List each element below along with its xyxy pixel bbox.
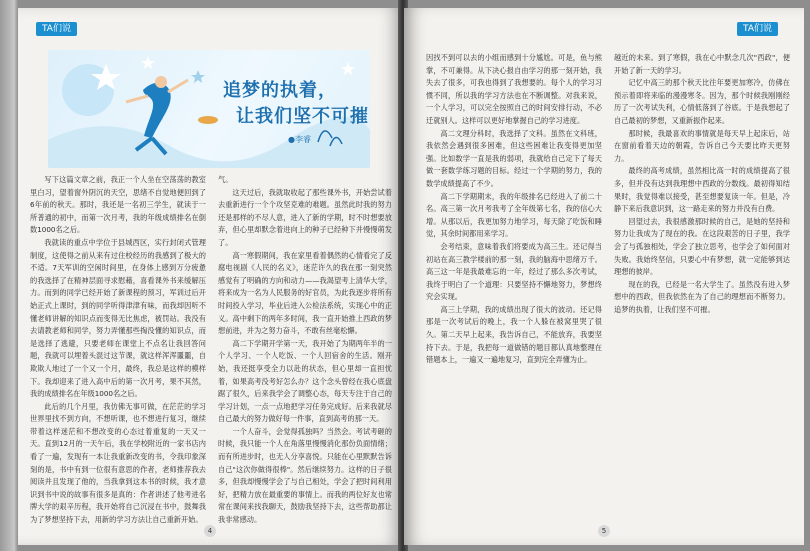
paragraph: 回望过去，我很感激那时候的自己，是她的坚持和努力让我成为了现在的我。在这段艰苦的日子里，我学会了与孤独相处，学会了独立思考，也学会了如何面对失败。我始终坚信，只要心中有梦想，就一定能够到达理想的彼岸。 (614, 216, 790, 277)
page-number: 4 (204, 525, 216, 537)
section-tag: TA们说 (36, 22, 77, 36)
page-number: 5 (598, 525, 610, 537)
paragraph: 一个人奋斗，会觉得孤独吗？当然会。考试考砸的时候，我只能一个人在角落里慢慢消化那份负面情绪；而有所进步时，也无人分享喜悦。只能在心里默默告诉自己"这次你做得很棒"。然后继续努力。这样的日子很多，但我却慢慢学会了与自己相处，学会了把时间利用好，把精力放在最重要的事情上。而我的两位好友也常常在课间来找我聊天，鼓励我坚持下去，这些帮助都让我非常感动。 (218, 426, 392, 525)
paragraph: 写下这篇文章之前，我正一个人坐在空荡荡的教室里白习，望着窗外阴沉的天空，思绪不自觉地便回到了6年前的秋天。那时，我还是一名初三学生，就读于一所普通的初中，而第一次月考，我的年级成绩排名在倒数1000名之后。 (30, 175, 206, 235)
article-title-line1: 追梦的执着， (223, 80, 337, 101)
paragraph: 这天过后，我就取收起了那些课外书，开始尝试着去重新进行一个个攻坚克难的难题。虽然此时我的努力还是那样的不尽人意，进入了新的学期，时不时想要放弃，但心里却默念着进向上的种子已经种下并慢慢萌发了。 (218, 187, 392, 247)
paragraph: 因找不到可以去的小组而感到十分尴尬。可是，鱼与熊掌，不可兼得。从下决心报自由学习的那一刻开始，我失去了很多，可我也得到了我想要的。每个人的学习习惯不同，所以我的学习方法也在不断调整。对我来说，一个人学习，可以完全按照自己的时间安排行动，不必迁就别人。这样可以更好地掌握自己的学习进度。 (426, 53, 602, 125)
left-column-1 (30, 174, 206, 534)
paragraph: 现在的我，已经是一名大学生了。虽然没有进入梦想中的西政，但我依然在为了自己的理想而不断努力。追梦的执着，让我们坚不可摧。 (614, 279, 790, 314)
right-column-2 (614, 52, 790, 532)
paragraph: 高二下学期期末，我的年级排名已经进入了前二十名。高三第一次月考我考了全年级第七名，我的信心大增。从那以后，我更加努力地学习，每天除了吃饭和睡觉，其余时间都用来学习。 (426, 191, 602, 239)
right-page (404, 8, 804, 545)
paragraph: 高一寒假期间，我在家里看着偶然的心情看完了反腐电视剧《人民的名义》，迷茫许久的我在那一刻突然感觉有了明确的方向和动力——我渴望考上清华大学，将来成为一名为人民服务的好官员，为此我逐步将所有时间投入学习，毕业后进入公检法系统，实现心中的正义。高中剩下的两年多时间，我一直开始推上西政的梦想前进，并为之努力奋斗，不敢有丝毫松懈。 (218, 250, 392, 336)
paragraph: 那时候，我最喜欢的事情就是每天早上起床后，站在窗前看着天边的朝霞，告诉自己今天要比昨天更努力。 (614, 128, 790, 163)
paragraph: 越近的未来。到了寒假，我在心中默念几次"西政"，便开始了新一天的学习。 (614, 53, 790, 75)
paragraph: 高二下学期开学第一天，我开始了为期两年半的一个人学习、一个人吃饭、一个人回宿舍的生活。刚开始，我还挺享受全力以赴的状态，但心里却一直担忧着，如果高考没考好怎么办？这个念头曾经在我心底盘踞了很久，后来我学会了调整心态，每天专注于自己的学习计划，一点一点地把学习任务完成好。后来我就尽自己最大的努力做好每一件事，直到高考的那一天。 (218, 338, 392, 424)
paragraph: 高三上学期，我的成绩出现了很大的波动。还记得那是一次考试后的晚上，我一个人躲在被窝里哭了很久。第二天早上起来，我告诉自己，不能放弃，我要坚持下去。于是，我把每一道做错的题目都认真地整理在错题本上，一遍又一遍地复习，直到完全弄懂为止。 (426, 304, 602, 365)
section-tag: TA们说 (737, 22, 778, 36)
paragraph: 气。 (218, 175, 233, 184)
paragraph: 最终的高考成绩，虽然相比高一时的成绩提高了很多，但并没有达到我理想中西政的分数线。最初得知结果时，我觉得难以接受，甚至想要复读一年。但是，冷静下来后我意识到，这一路走来的努力并没有白费。 (614, 166, 790, 214)
article-banner (48, 50, 370, 168)
right-column-1 (426, 52, 602, 532)
paragraph: 会考结束，意味着我们将要成为高三生。还记得当初站在高三教学楼前的那一刻，我的脑海中思绪万千。高三这一年是我最难忘的一年，经过了那么多次考试，我终于明白了一个道理：只要坚持不懈地努力，梦想终究会实现。 (426, 241, 602, 302)
paragraph: 记忆中高三的那个秋天比往年要更加寒冷，仿佛在预示着即将来临的漫漫寒冬。因为，那个时候我刚刚经历了一次考试失利，心情低落到了谷底。于是我想起了自己最初的梦想，又重新振作起来。 (614, 78, 790, 125)
left-column-2 (218, 174, 392, 534)
left-page (18, 8, 402, 545)
paragraph: 此后的几个月里，我仿佛无事可做，在茫茫的学习世界里找不到方向，不想听课，也不想进行复习，继续带着这样迷茫和不想改变的心态过着重复的一天又一天。直到12月的一天午后，我在学校附近的一家书店内看了一遍，发现有一本让我重新改变的书，令我印象深刻的是，书中有到一位很有意思的作者，老师推荐我去阅读并且发现了他的，当我拿到这本书的时候，我才意识到书中说的故事有很多是真的：作者讲述了他考进名牌大学的艰辛历程，我开始将自己沉浸在书中，鼓舞我为了梦想坚持下去，用新的学习方法让自己重新开始。 (30, 401, 206, 525)
article-title-line2: 让我们坚不可摧 (236, 106, 369, 127)
author-byline: ●李睿 (288, 135, 311, 144)
paragraph: 我就读的重点中学位于县城西区，实行封闭式管理制度，这使得之前从来有过住校经历的我感到了极大的不适。7天军训的空闲时间里，在身体上感到万分疲惫的我选择了在精神层面寻求慰藉，喜看课外书来缓解压力。而到的同学已经开始了新课程的预习，军训过后开始正式上课时，到的同学听得津津有味，而我却因听不懂老师讲解的知识点而变得无比焦虑，被罚站。我没有去请教老师和同学，努力弄懂那些掏没懂的知识点，而是选择了逃避，只要老师在课堂上不点名让我回答问题，我就可以埋着头混过这节课，就这样浑浑噩噩，自欺欺人地过了一个又一个月，最终，我总是这样的模样下。我却迎来了进入高中后的第一次月考，果不其然，我的成绩排名在年级1000名之后。 (30, 237, 206, 399)
paragraph: 高二文理分科时，我选择了文科。虽然在文科班，我依然会遇到很多困难，但这些困难让我变得更加坚强。比如数学一直是我的弱项，我就给自己定下了每天做一套数学练习题的目标。经过一个学期的努力，我的数学成绩提高了不少。 (426, 128, 602, 188)
